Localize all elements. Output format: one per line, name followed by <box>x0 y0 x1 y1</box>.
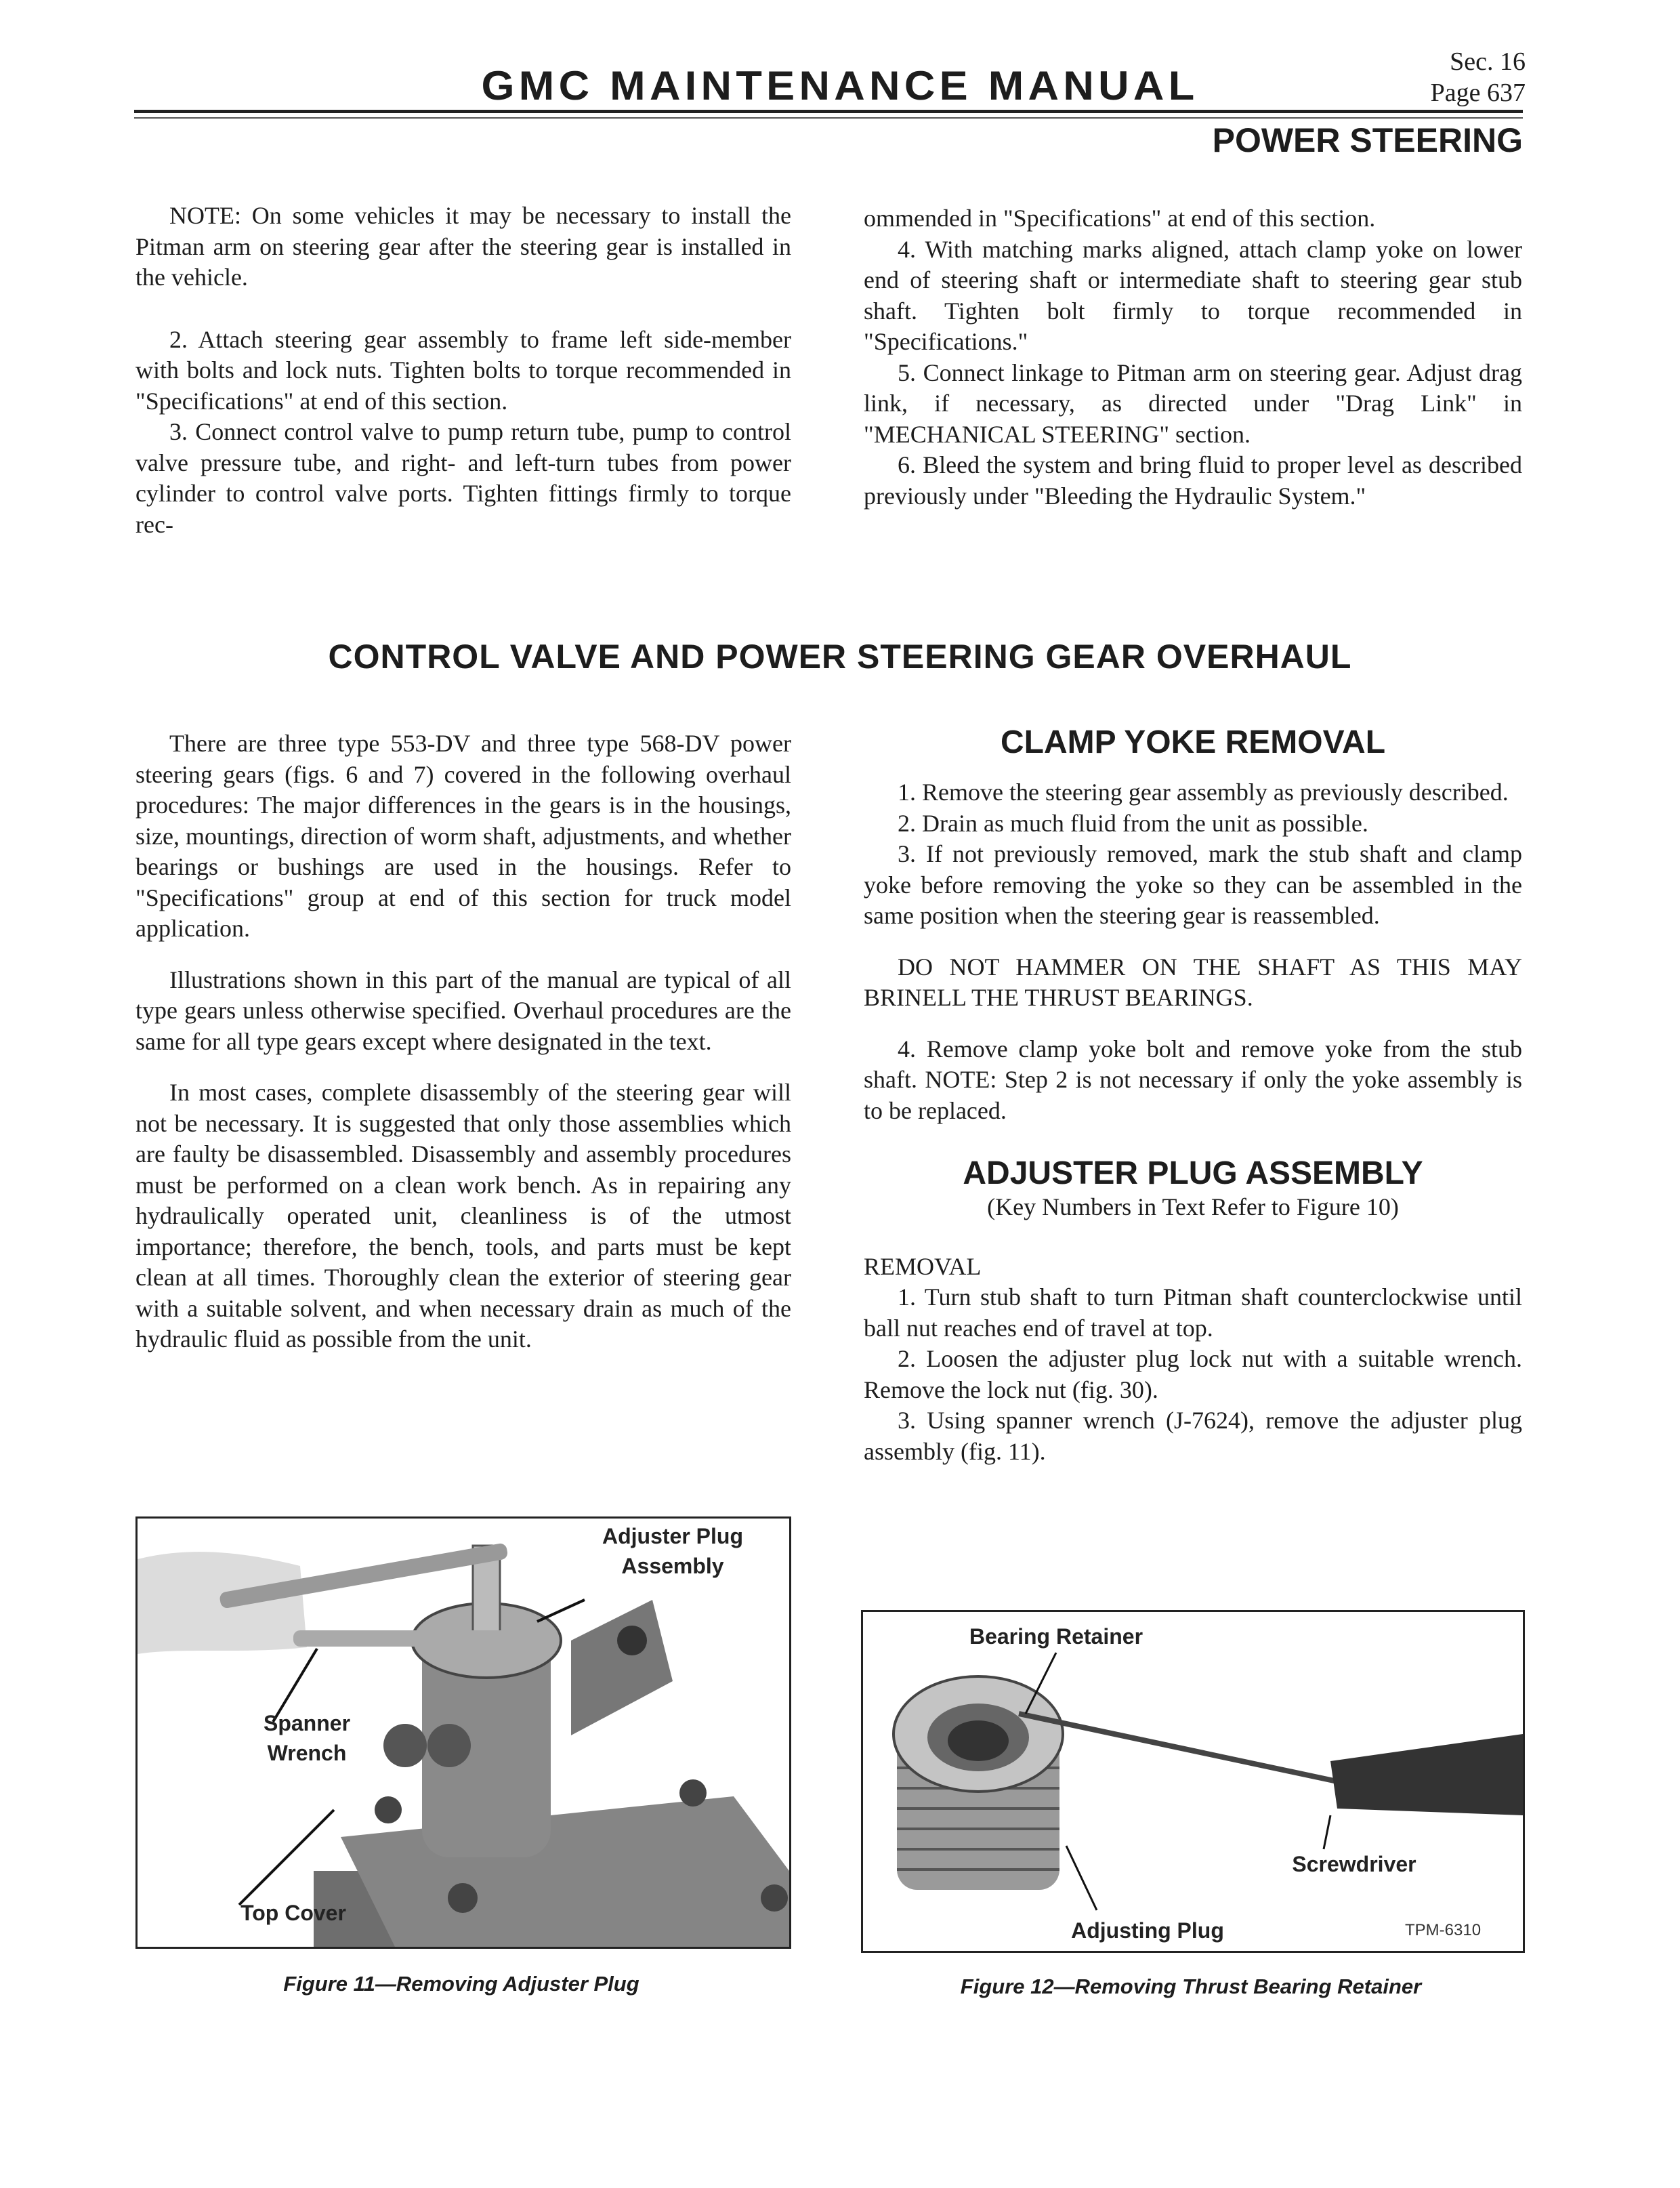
figure-12-caption: Figure 12—Removing Thrust Bearing Retainer <box>960 1975 1422 1998</box>
warning: DO NOT HAMMER ON THE SHAFT AS THIS MAY BRINELL THE THRUST BEARINGS. <box>864 953 1522 1011</box>
section-topic: POWER STEERING <box>1212 121 1523 159</box>
step: 3. Using spanner wrench (J-7624), remove the adjuster plug assembly (fig. 11). <box>864 1407 1522 1465</box>
step: 2. Drain as much fluid from the unit as possible. <box>898 809 1368 837</box>
adjusting-plug-illustration <box>863 1612 1523 1951</box>
adjuster-plug-subheading: (Key Numbers in Text Refer to Figure 10) <box>987 1193 1399 1220</box>
figure-11-caption: Figure 11—Removing Adjuster Plug <box>283 1972 639 1996</box>
steering-gear-illustration <box>138 1519 789 1947</box>
figure-11-photo <box>135 1516 791 1949</box>
adjuster-plug-heading: ADJUSTER PLUG ASSEMBLY <box>963 1155 1423 1191</box>
paragraph: Illustrations shown in this part of the manual are typical of all type gears unless otherwise specified. Overhaul procedures are the same for all type gears except where designated in the text. <box>135 966 791 1055</box>
top-right-column <box>864 203 1522 512</box>
removal-label: REMOVAL <box>864 1252 982 1280</box>
label-line: Spanner <box>263 1711 351 1735</box>
label-screwdriver: Screwdriver <box>1292 1852 1416 1876</box>
clamp-yoke-section <box>864 724 1522 1467</box>
top-left-column <box>135 201 791 540</box>
paragraph: There are three type 553-DV and three type 568-DV power steering gears (figs. 6 and 7) covered in the following overhaul procedures: The major differences in the gears is in the housings, size, mountings, direction of worm shaft, adjustments, and whether bearings or bushings are used in the housings. Refer to "Specifications" group at end of this section for truck model application. <box>135 730 791 942</box>
clamp-yoke-heading: CLAMP YOKE REMOVAL <box>1000 724 1386 760</box>
label-line: Adjuster Plug <box>602 1524 743 1548</box>
paragraph: 2. Attach steering gear assembly to frame left side-member with bolts and lock nuts. Tighten bolts to torque recommended in "Specifications" at end of this section. <box>135 325 791 415</box>
paragraph: In most cases, complete disassembly of the steering gear will not be necessary. It is suggested that only those assemblies which are faulty be disassembled. Disassembly and assembly procedures must be performed on a clean work bench. As in repairing any hydraulically operated unit, cleanliness is of the utmost importance; therefore, the bench, tools, and parts must be kept clean at all times. Thoroughly clean the exterior of steering gear with a suitable solvent, and when necessary drain as much of the hydraulic fluid as possible from the unit. <box>135 1079 791 1353</box>
paragraph: 5. Connect linkage to Pitman arm on steering gear. Adjust drag link, if necessary, as directed under "Drag Link" in "MECHANICAL STEERING" section. <box>864 358 1522 448</box>
paragraph: 6. Bleed the system and bring fluid to proper level as described previously under "Bleeding the Hydraulic System." <box>864 451 1522 510</box>
paragraph: 4. With matching marks aligned, attach clamp yoke on lower end of steering shaft or intermediate shaft to steering gear stub shaft. Tighten bolt firmly to torque recommended in "Specifications." <box>864 235 1522 355</box>
header-rule <box>134 110 1523 113</box>
section-heading: CONTROL VALVE AND POWER STEERING GEAR OVERHAUL <box>328 638 1352 676</box>
figure-code: TPM-6310 <box>1405 1921 1482 1939</box>
label-adjusting-plug: Adjusting Plug <box>1071 1918 1224 1943</box>
step: 1. Remove the steering gear assembly as previously described. <box>898 779 1509 806</box>
step: 4. Remove clamp yoke bolt and remove yoke from the stub shaft. NOTE: Step 2 is not necessary if only the yoke assembly is to be replaced. <box>864 1035 1522 1124</box>
label-line: Wrench <box>267 1741 347 1765</box>
step: 1. Turn stub shaft to turn Pitman shaft counterclockwise until ball nut reaches end of travel at top. <box>864 1283 1522 1342</box>
label-line: Assembly <box>621 1554 724 1578</box>
paragraph: 3. Connect control valve to pump return tube, pump to control valve pressure tube, and right- and left-turn tubes from power cylinder to control valve ports. Tighten fittings firmly to torque rec- <box>135 418 791 538</box>
label-spanner-wrench <box>253 1708 361 1768</box>
paragraph: ommended in "Specifications" at end of this section. <box>864 205 1376 232</box>
overhaul-left-column <box>135 728 791 1355</box>
manual-title: GMC MAINTENANCE MANUAL <box>481 63 1199 108</box>
figure-12-photo <box>861 1610 1525 1953</box>
label-top-cover: Top Cover <box>240 1901 346 1925</box>
page-reference <box>1431 46 1526 108</box>
step: 2. Loosen the adjuster plug lock nut with a suitable wrench. Remove the lock nut (fig. 30). <box>864 1345 1522 1403</box>
label-adjuster-plug-assembly <box>585 1521 761 1581</box>
header-rule-thin <box>134 117 1523 119</box>
label-bearing-retainer: Bearing Retainer <box>969 1624 1143 1649</box>
paragraph: NOTE: On some vehicles it may be necessary to install the Pitman arm on steering gear after the steering gear is installed in the vehicle. <box>135 202 791 291</box>
page-number: Page 637 <box>1430 79 1526 107</box>
section-number: Sec. 16 <box>1450 47 1526 76</box>
step: 3. If not previously removed, mark the stub shaft and clamp yoke before removing the yoke so they can be assembled in the same position when the steering gear is reassembled. <box>864 840 1522 929</box>
